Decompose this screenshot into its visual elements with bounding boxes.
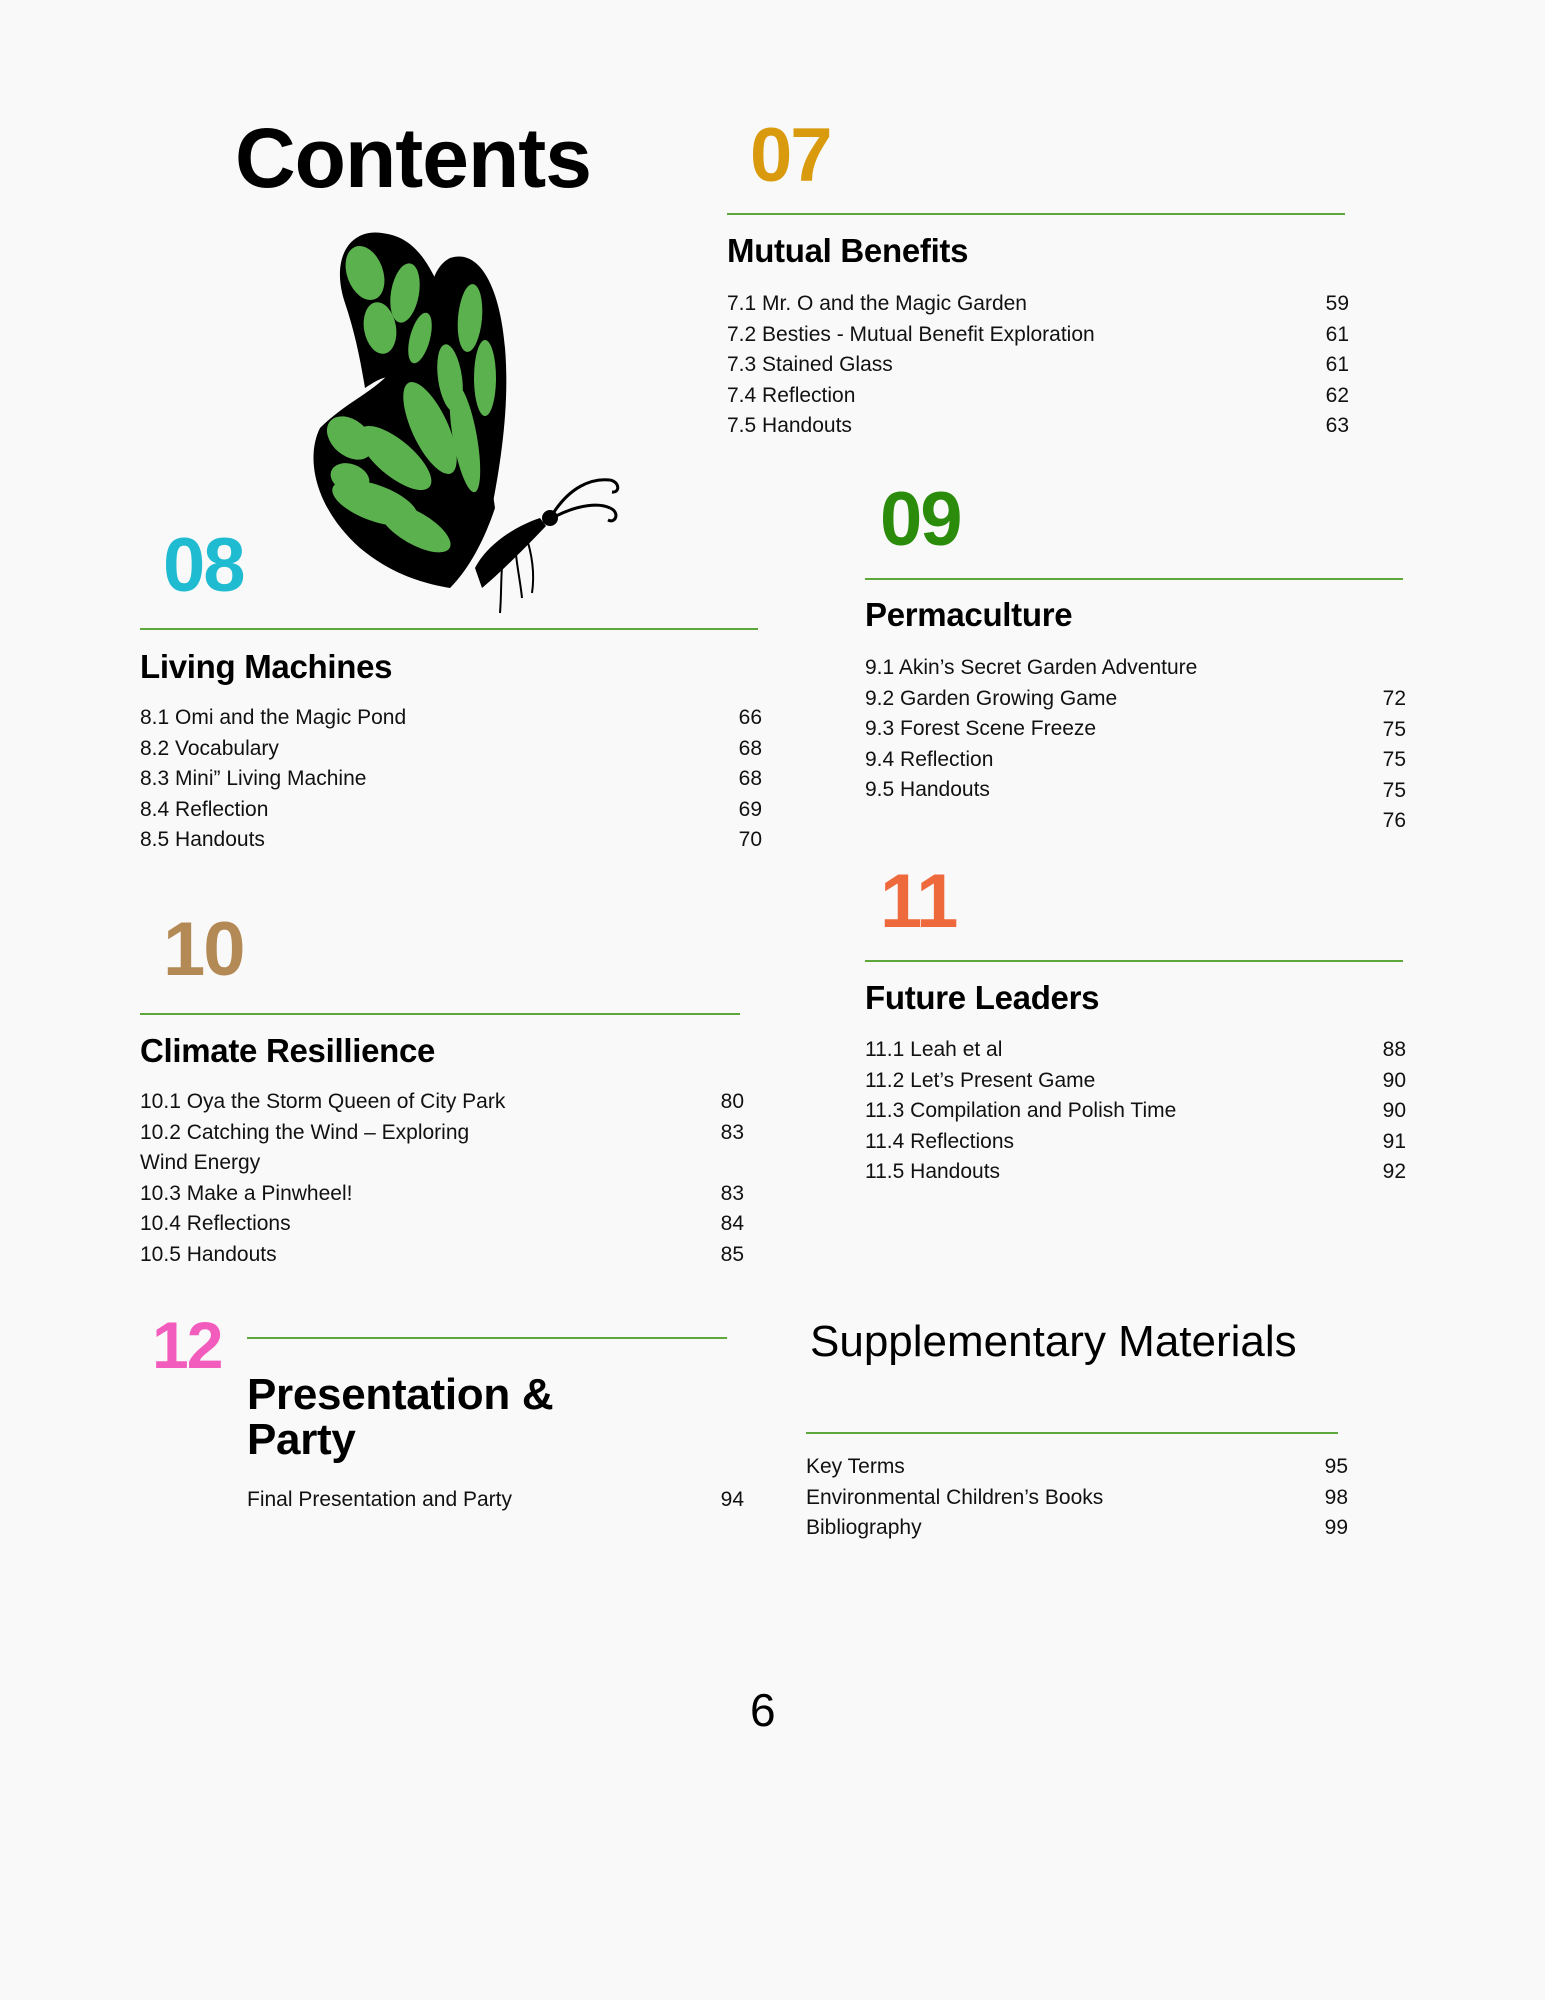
- section-divider-11: [865, 960, 1403, 962]
- page-title: Contents: [235, 111, 591, 205]
- toc-entry[interactable]: Environmental Children’s Books 98: [806, 1485, 1348, 1509]
- toc-entry[interactable]: 10.5 Handouts 85: [140, 1242, 744, 1266]
- section-title-12: Presentation & Party: [247, 1370, 554, 1464]
- section-list-07: [727, 289, 1349, 442]
- toc-entry[interactable]: 11.1 Leah et al 88: [865, 1038, 1406, 1061]
- section-divider-08: [140, 628, 758, 630]
- section-list-11: [865, 1035, 1406, 1188]
- toc-entry[interactable]: 7.4 Reflection 62: [727, 383, 1349, 407]
- toc-entry[interactable]: 7.2 Besties - Mutual Benefit Exploration 61: [727, 322, 1349, 346]
- toc-entry[interactable]: 9.2 Garden Growing Game: [865, 686, 1118, 710]
- section-title-10: Climate Resillience: [140, 1032, 436, 1069]
- toc-entry[interactable]: 11.3 Compilation and Polish Time 90: [865, 1099, 1406, 1122]
- section-divider-10: [140, 1013, 740, 1015]
- toc-entry[interactable]: 8.3 Mini” Living Machine 68: [140, 767, 762, 790]
- section-pages-09: [1340, 684, 1406, 837]
- page-number: 6: [750, 1684, 776, 1736]
- toc-entry[interactable]: 8.4 Reflection 69: [140, 797, 762, 821]
- toc-entry[interactable]: 8.5 Handouts 70: [140, 828, 762, 851]
- section-title-11: Future Leaders: [865, 979, 1100, 1016]
- toc-entry[interactable]: 9.1 Akin’s Secret Garden Adventure: [865, 656, 1198, 679]
- toc-entry[interactable]: Bibliography 99: [806, 1516, 1348, 1539]
- toc-entry[interactable]: 10.1 Oya the Storm Queen of City Park 80: [140, 1090, 744, 1113]
- toc-entry[interactable]: 8.1 Omi and the Magic Pond 66: [140, 706, 762, 729]
- section-number-11: 11: [880, 859, 957, 944]
- toc-entry[interactable]: 7.3 Stained Glass 61: [727, 353, 1349, 376]
- section-list-10: [140, 1087, 744, 1270]
- toc-entry[interactable]: 8.2 Vocabulary 68: [140, 736, 762, 760]
- toc-page: 75: [1382, 717, 1406, 741]
- toc-page: 75: [1382, 778, 1406, 802]
- section-number-09: 09: [880, 477, 961, 562]
- section-list-12: [247, 1485, 744, 1516]
- toc-entry[interactable]: Key Terms 95: [806, 1455, 1348, 1478]
- section-title-08: Living Machines: [140, 648, 393, 685]
- toc-page: 72: [1382, 687, 1406, 710]
- section-divider-07: [727, 213, 1345, 215]
- toc-entry[interactable]: 10.4 Reflections 84: [140, 1212, 744, 1235]
- toc-entry[interactable]: 9.5 Handouts: [865, 778, 990, 801]
- section-list-09: [865, 653, 1315, 806]
- section-number-07: 07: [750, 113, 831, 198]
- butterfly-icon: [310, 228, 630, 623]
- section-title-09: Permaculture: [865, 596, 1073, 633]
- supplementary-list: [806, 1452, 1348, 1544]
- toc-entry[interactable]: 11.2 Let’s Present Game 90: [865, 1068, 1406, 1092]
- section-title-07: Mutual Benefits: [727, 232, 969, 269]
- toc-page: 76: [1382, 809, 1406, 832]
- toc-page: 75: [1382, 748, 1406, 771]
- toc-entry[interactable]: 10.2 Catching the Wind – Exploring Wind Energy 83: [140, 1120, 744, 1174]
- section-number-08: 08: [163, 523, 244, 608]
- toc-entry[interactable]: 7.1 Mr. O and the Magic Garden 59: [727, 292, 1349, 315]
- toc-entry[interactable]: 11.4 Reflections 91: [865, 1129, 1406, 1153]
- toc-entry[interactable]: 9.4 Reflection: [865, 747, 994, 771]
- section-number-12: 12: [152, 1308, 222, 1382]
- toc-entry[interactable]: 9.3 Forest Scene Freeze: [865, 717, 1097, 740]
- supplementary-divider: [806, 1432, 1338, 1434]
- section-divider-09: [865, 578, 1403, 580]
- toc-entry[interactable]: 10.3 Make a Pinwheel! 83: [140, 1181, 744, 1205]
- supplementary-title: Supplementary Materials: [810, 1317, 1297, 1366]
- toc-entry[interactable]: 7.5 Handouts 63: [727, 414, 1349, 437]
- toc-entry[interactable]: Final Presentation and Party 94: [247, 1488, 744, 1511]
- section-number-10: 10: [163, 907, 244, 992]
- toc-entry[interactable]: 11.5 Handouts 92: [865, 1160, 1406, 1183]
- section-list-08: [140, 703, 762, 856]
- section-divider-12: [247, 1337, 727, 1339]
